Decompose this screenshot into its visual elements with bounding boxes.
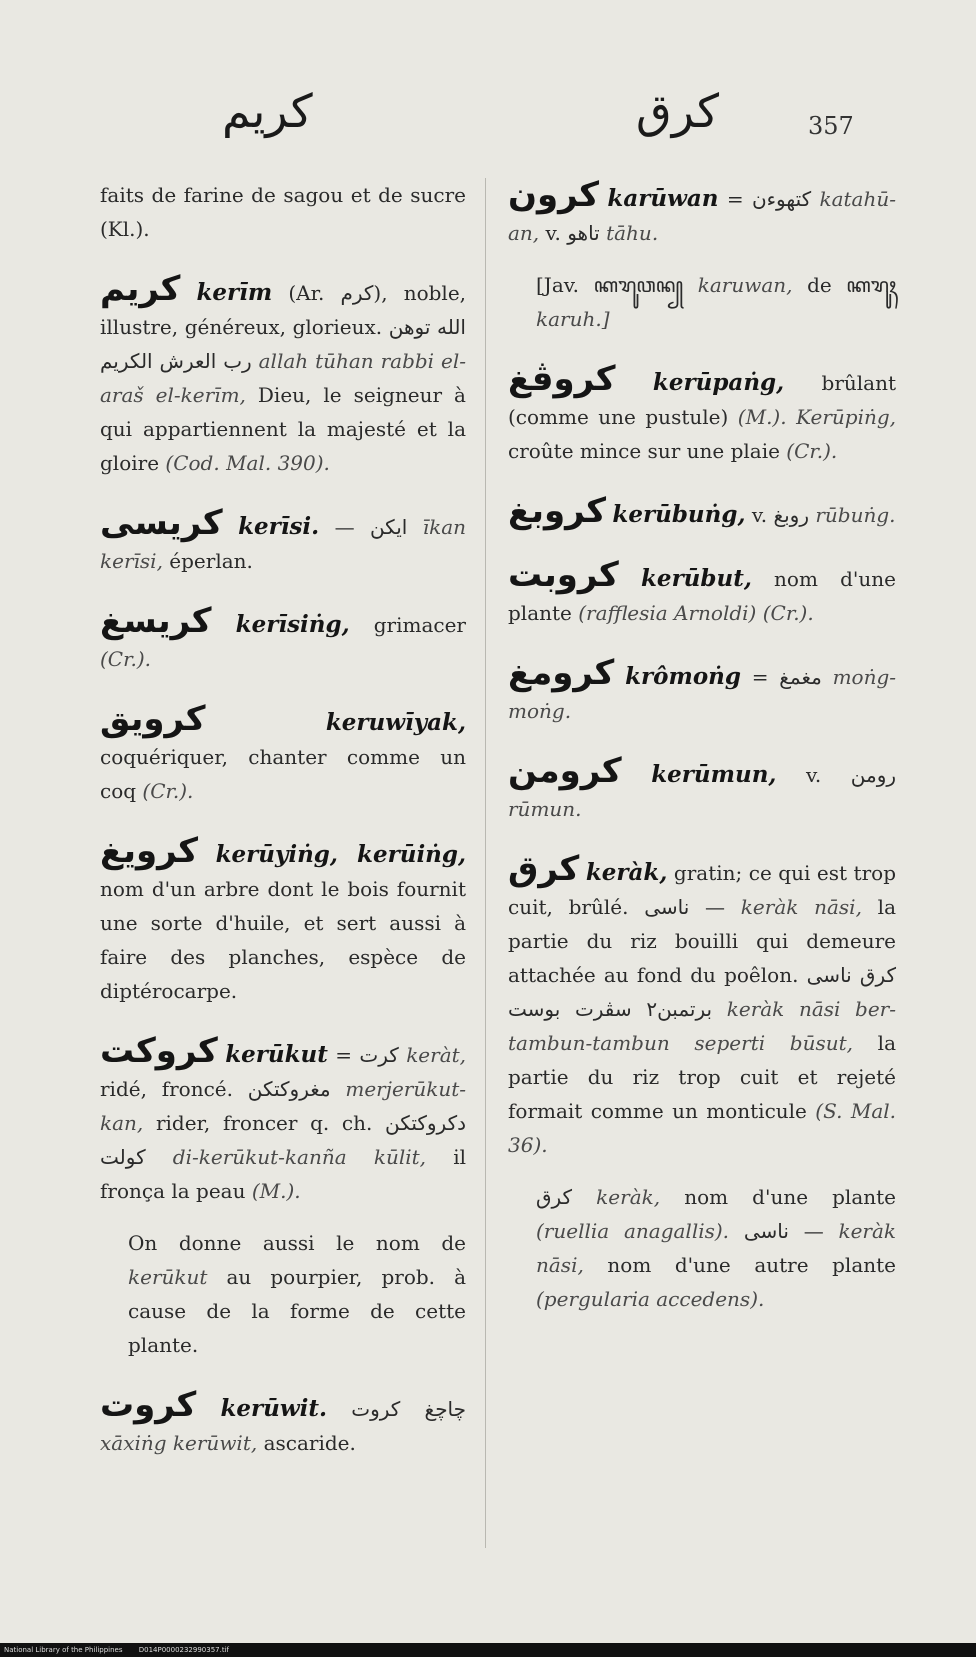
entry-kerubung (508, 491, 896, 532)
entry-arabic: كرومن (508, 751, 622, 791)
entry-karuwan-javanese (508, 268, 896, 336)
footer-library: National Library of the Philippines (4, 1646, 123, 1654)
entry-kerising (100, 601, 466, 676)
column-divider (485, 178, 486, 1548)
entry-text: la partie du riz trop cuit et rejeté formait comme un monticule (508, 1031, 896, 1123)
entry-headword: kerīsiṅg, (235, 611, 350, 638)
entry-kerisi (100, 503, 467, 578)
entry-arabic: كروبغ (508, 491, 607, 531)
entry-transliteration: keràk nāsi ber-tambun-tambun seperti būsut, (508, 997, 897, 1055)
entry-kerubut (508, 555, 896, 630)
entry-text: v. (805, 763, 822, 787)
entry-latin-name: (rafflesia Arnoldi) (578, 601, 757, 625)
entry-transliteration: karuwan, (697, 273, 793, 297)
entry-arabic: كروت (100, 1385, 197, 1425)
entry-text: [Jav. (536, 273, 580, 297)
javanese-script: ꦏꦫꦸꦮꦤ꧀ (593, 273, 684, 297)
entry-dash: — (803, 1219, 824, 1243)
entry-reference: (Cr.). (142, 779, 194, 803)
entry-transliteration: di-kerūkut-kanña kūlit, (172, 1145, 427, 1169)
entry-text: nom d'un arbre dont le bois fournit une sorte d'huile, et sert aussi à faire des planches, espèce de diptérocarpe. (100, 877, 466, 1003)
entry-text: il fronça la peau (100, 1145, 467, 1203)
entry-text: ), noble, illustre, généreux, glorieux. (100, 281, 467, 339)
entry-kerukut-note (100, 1226, 466, 1362)
entry-arabic-inline: كرق ناسى برتمبن٢ سڤرت بوست (508, 963, 896, 1021)
entry-headword: kerīm (196, 279, 273, 306)
entry-continuation (100, 178, 466, 246)
entry-transliteration: merjerūkut-kan, (100, 1077, 467, 1135)
page-number: 357 (808, 112, 854, 140)
entry-arabic-inline: كتهوءن (751, 187, 812, 211)
entry-arabic-inline: كرم (340, 281, 374, 305)
left-column (100, 178, 466, 1486)
entry-equals: = (751, 665, 769, 689)
entry-kerumun (508, 751, 897, 826)
entry-dash: — (334, 515, 355, 539)
entry-headword: keruwīyak, (325, 709, 466, 736)
javanese-script: ꦏꦫꦸꦃ (846, 273, 897, 297)
entry-arabic: كرويق (100, 699, 206, 739)
entry-kerak (508, 849, 897, 1162)
entry-transliteration: īkan kerīsi, (100, 515, 467, 573)
entry-arabic: كرون (508, 175, 600, 215)
entry-text: croûte mince sur une plaie (508, 439, 780, 463)
entry-text: nom d'une plante (508, 567, 896, 625)
entry-text: v. (751, 503, 768, 527)
entry-text: nom d'une autre plante (607, 1253, 896, 1277)
entry-transliteration: xāxiṅg kerūwit, (100, 1431, 258, 1455)
entry-arabic: كروكت (100, 1031, 218, 1071)
entry-text: (Ar. (288, 281, 325, 305)
entry-reference: (Cr.). (100, 647, 151, 671)
right-column (508, 175, 897, 1342)
entry-arabic-inline: الله توهن رب العرش الكريم (100, 315, 466, 373)
header-left-arabic: كريم (222, 84, 313, 138)
entry-arabic-inline: ناسى (644, 895, 690, 919)
entry-headword: kerīsi. (238, 513, 320, 540)
entry-reference: (Cr.). (786, 439, 838, 463)
entry-kerim (100, 269, 467, 480)
entry-dash: — (705, 895, 726, 919)
entry-text: Dieu, le seigneur à qui appartiennent la majesté et la gloire (100, 383, 466, 475)
entry-text: ridé, froncé. (100, 1077, 233, 1101)
entry-arabic: كريم (100, 269, 181, 309)
entry-latin-name: (ruellia anagallis). (536, 1219, 730, 1243)
entry-text: On donne aussi le nom de (128, 1231, 466, 1255)
scan-footer (0, 1643, 976, 1657)
entry-text: brûlant (comme une pustule) (508, 371, 896, 429)
entry-text: faits de farine de sagou et de sucre (Kl.). (100, 183, 466, 241)
entry-arabic-inline: دكروكتكن كولت (100, 1111, 466, 1169)
entry-transliteration: kerūkut (128, 1265, 208, 1289)
footer-code: D014P0000232990357.tif (138, 1646, 229, 1654)
entry-text: coquériquer, chanter comme un coq (100, 745, 466, 803)
entry-text: nom d'une plante (684, 1185, 897, 1209)
entry-transliteration: tāhu. (606, 221, 659, 245)
entry-keruwiyak (100, 699, 466, 808)
entry-arabic-inline: رومن (850, 763, 897, 787)
entry-text: la partie du riz bouilli qui demeure attachée au fond du poêlon. (508, 895, 896, 987)
entry-text: rider, froncer q. ch. (155, 1111, 373, 1135)
entry-kerak-plant (508, 1180, 896, 1316)
entry-transliteration: allah tūhan rabbi el-araš el-kerīm, (100, 349, 466, 407)
entry-transliteration: keràk nāsi, (536, 1219, 897, 1277)
entry-transliteration: katahū-an, (508, 187, 896, 245)
entry-text: éperlan. (169, 549, 253, 573)
entry-arabic-inline: مغروكتكن (247, 1077, 331, 1101)
entry-headword: kerūbuṅg, (612, 501, 746, 528)
entry-headword: kerūkut (225, 1041, 328, 1068)
entry-kromong (508, 653, 897, 728)
entry-arabic: كريسى (100, 503, 223, 543)
entry-arabic: كرويغ (100, 831, 199, 871)
entry-arabic-inline: ناسى (743, 1219, 789, 1243)
entry-transliteration: rūbuṅg. (815, 503, 896, 527)
entry-kerukut (100, 1031, 467, 1208)
entry-arabic-inline: كرت (359, 1043, 399, 1067)
entry-transliteration: keràt, (406, 1043, 467, 1067)
entry-reference: (M.). (737, 405, 787, 429)
entry-latin-name: (pergularia accedens). (536, 1287, 765, 1311)
entry-arabic-inline: چاچغ كروت (351, 1397, 467, 1421)
entry-transliteration: moṅg-moṅg. (508, 665, 897, 723)
entry-transliteration: karuh.] (536, 307, 610, 331)
entry-reference: (Cod. Mal. 390). (165, 451, 330, 475)
entry-arabic: كروڤغ (508, 359, 616, 399)
entry-arabic: كرق (508, 849, 580, 889)
entry-karuwan (508, 175, 896, 250)
entry-arabic-inline: ايكن (369, 515, 408, 539)
entry-reference: (Cr.). (762, 601, 814, 625)
entry-headword: kerūwit. (220, 1395, 328, 1422)
entry-arabic: كرومغ (508, 653, 615, 693)
header-right-arabic: كرق (636, 84, 719, 138)
entry-headword: kerūbut, (641, 565, 752, 592)
entry-transliteration: keràk, (596, 1185, 661, 1209)
entry-text: v. (545, 221, 561, 245)
entry-headword: krômoṅg (625, 663, 741, 690)
entry-transliteration: keràk nāsi, (740, 895, 862, 919)
entry-headword: kerūmun, (651, 761, 777, 788)
entry-text: grimacer (373, 613, 466, 637)
entry-arabic: كروبت (508, 555, 619, 595)
entry-headword: keràk, (585, 859, 668, 886)
entry-transliteration: rūmun. (508, 797, 582, 821)
entry-arabic: كريسغ (100, 601, 212, 641)
entry-reference: (M.). (251, 1179, 301, 1203)
entry-headword: kerūyiṅg, kerūiṅg, (215, 841, 466, 868)
entry-reference: (S. Mal. 36). (508, 1099, 896, 1157)
entry-text: de (807, 273, 832, 297)
entry-transliteration: Kerūpiṅg, (796, 405, 897, 429)
entry-equals: = (726, 187, 744, 211)
entry-text: au pourpier, prob. à cause de la forme de cette plante. (128, 1265, 467, 1357)
entry-headword: kerūpaṅg, (652, 369, 785, 396)
entry-kerupang (508, 359, 897, 468)
entry-keruying (100, 831, 466, 1008)
entry-equals: = (335, 1043, 353, 1067)
entry-arabic-inline: مغمغ (779, 665, 822, 689)
entry-text: gratin; ce qui est trop cuit, brûlé. (508, 861, 896, 919)
entry-headword: karūwan (607, 185, 719, 212)
entry-text: ascaride. (263, 1431, 356, 1455)
entry-arabic-inline: كرق (536, 1185, 573, 1209)
entry-arabic-inline: تاهو (567, 221, 600, 245)
entry-keruwit (100, 1385, 467, 1460)
entry-arabic-inline: روبغ (773, 503, 809, 527)
